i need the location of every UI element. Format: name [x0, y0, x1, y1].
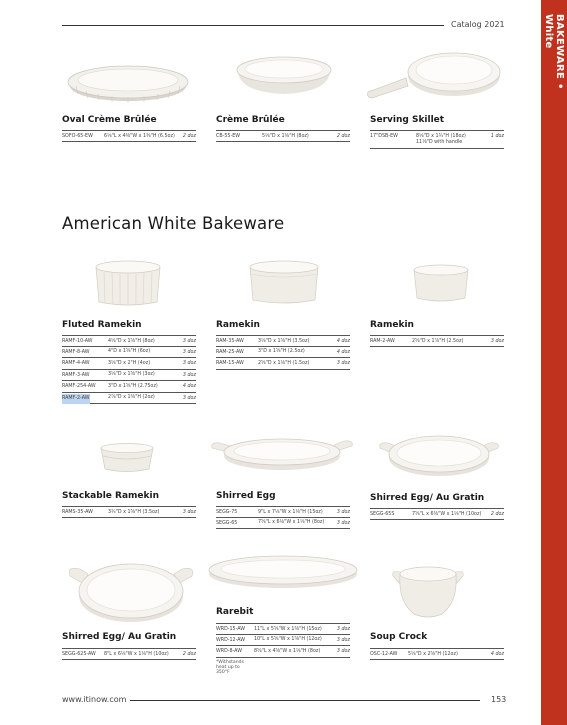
sku: WRD-12-AW — [216, 637, 245, 643]
table-row — [370, 335, 504, 347]
spec-table — [62, 648, 196, 660]
header-rule — [62, 25, 444, 26]
sku: SEGG-625-AW — [62, 652, 96, 657]
sku: RAM-2-AW — [370, 339, 395, 344]
product-name: Ramekin — [370, 320, 414, 330]
product-name: Ramekin — [216, 320, 260, 330]
spec-table — [370, 130, 504, 149]
table-row — [370, 130, 504, 149]
dimensions: 3"D x 1⅝"H (2.75oz) — [108, 383, 158, 389]
dimensions: 11"L x 5⅝"W x 1⅜"H (15oz) — [254, 626, 322, 632]
pack-qty: 3 doz — [336, 627, 350, 632]
fluted-ramekin-icon — [92, 258, 164, 308]
sku-selected: RAMF-2-AW — [62, 394, 90, 404]
table-row — [216, 623, 350, 635]
table-row — [370, 648, 504, 660]
spec-table — [216, 623, 350, 658]
side-tab-label: BAKEWARE • White — [543, 14, 565, 90]
sku: RAMS-35-AW — [62, 510, 93, 515]
pack-qty: 4 doz — [490, 652, 504, 657]
dimensions: 9"L x 7⅛"W x 1⅛"H (15oz) — [258, 509, 323, 515]
stackable-ramekin-icon — [98, 442, 156, 474]
sku: SEGG-65S — [370, 512, 395, 517]
dimensions: 3⅛"D x 2"H (4oz) — [108, 360, 151, 366]
sku: RAMF-10-AW — [62, 339, 93, 344]
dimensions: 3⅛"D x 1⅝"H (3oz) — [108, 372, 155, 377]
dimensions: 8⅝"L x 4⅝"W x 1⅛"H (8oz) — [254, 648, 321, 654]
spec-table — [216, 130, 350, 142]
pack-qty: 4 doz — [336, 339, 350, 344]
sku: SOFO-65-EW — [62, 134, 93, 139]
pack-qty: 2 doz — [182, 134, 196, 139]
sku: 17"DSB-EW — [370, 134, 398, 139]
round-au-gratin-dish-icon — [66, 556, 196, 626]
dimensions: 5⅛"D x 2⅝"H (12oz) — [408, 651, 458, 657]
sku: RAMF-8-AW — [62, 349, 90, 355]
product-name: Rarebit — [216, 607, 254, 617]
pack-qty: 3 doz — [490, 339, 504, 344]
sku: RAM-35-AW — [216, 339, 244, 344]
table-row — [370, 508, 504, 520]
dimensions: 6⅛"L x 4⅜"W x 1⅜"H (6.5oz) — [104, 133, 175, 139]
pack-qty: 3 doz — [336, 637, 350, 643]
dimensions: 4⅛"D x 1⅝"H (8oz) — [108, 338, 155, 344]
pack-qty: 2 doz — [182, 652, 196, 657]
smooth-ramekin-icon — [246, 258, 322, 306]
oval-au-gratin-dish-icon — [378, 430, 500, 480]
pack-qty: 4 doz — [182, 384, 196, 389]
dimensions: 2⅝"D x 1⅛"H (1.5oz) — [258, 360, 310, 366]
spec-table — [370, 648, 504, 660]
table-row — [62, 370, 196, 382]
dimensions: 10"L x 5⅝"W x 1⅝"H (12oz) — [254, 637, 322, 642]
pack-qty: 3 doz — [336, 649, 350, 654]
sku: RAM-25-AW — [216, 349, 244, 355]
pack-qty: 3 doz — [182, 395, 196, 401]
pack-qty: 3 doz — [336, 520, 350, 526]
oval-fluted-creme-brulee-dish-icon — [62, 58, 194, 104]
sku: RAMF-4-AW — [62, 361, 90, 366]
table-row — [62, 347, 196, 359]
footer-rule — [130, 700, 480, 701]
table-row — [216, 358, 350, 370]
pack-qty: 1 doz — [490, 134, 504, 139]
product-name: Fluted Ramekin — [62, 320, 142, 330]
spec-table — [62, 130, 196, 142]
heat-note: *Withstands heat up to 350°F — [216, 660, 244, 675]
pack-qty: 3 doz — [182, 510, 196, 515]
pack-qty: 4 doz — [336, 349, 350, 355]
spec-table — [62, 335, 196, 404]
table-row — [62, 381, 196, 393]
spec-table — [370, 335, 504, 347]
sku: SEGG-75 — [216, 510, 238, 515]
soup-crock-icon — [392, 562, 464, 622]
pack-qty: 3 doz — [336, 510, 350, 515]
spec-table — [216, 506, 350, 529]
table-row — [216, 646, 350, 658]
dimensions: 7⅝"L x 6⅛"W x 1⅛"H (8oz) — [258, 520, 325, 525]
dimensions: 3"D x 1⅝"H (2.5oz) — [258, 349, 305, 354]
product-name: Stackable Ramekin — [62, 491, 159, 501]
oval-rarebit-dish-icon — [206, 552, 360, 592]
sku: SEGG-65 — [216, 520, 238, 526]
pack-qty: 3 doz — [336, 361, 350, 366]
page-number: 153 — [491, 695, 507, 704]
spec-table — [370, 508, 504, 520]
dimensions: 4"D x 1⅝"H (6oz) — [108, 349, 151, 354]
dimensions — [416, 132, 466, 147]
pack-qty: 3 doz — [182, 361, 196, 366]
product-name: Shirred Egg/ Au Gratin — [62, 632, 177, 642]
pack-qty: 2 doz — [490, 512, 504, 517]
table-row — [62, 648, 196, 660]
product-name: Shirred Egg — [216, 491, 276, 501]
sku: OSC-12-AW — [370, 652, 398, 657]
table-row — [216, 635, 350, 647]
dimensions: 3⅛"D x 1⅝"H (3.5oz) — [258, 338, 310, 344]
oval-shirred-egg-dish-icon — [210, 434, 354, 474]
round-creme-brulee-dish-icon — [232, 52, 336, 98]
spec-table — [216, 335, 350, 370]
sku: WRD-15-AW — [216, 627, 245, 632]
dimensions: 7⅝"L x 6⅜"W x 1⅛"H (10oz) — [412, 511, 482, 517]
dimensions: 3¾"D x 1⅝"H (3.5oz) — [108, 509, 160, 515]
dimensions-line: 8⅛"D x 1¾"H (18oz) — [416, 133, 466, 139]
table-row — [62, 335, 196, 347]
spec-table — [62, 506, 196, 518]
dimensions: 5⅛"D x 1⅛"H (8oz) — [262, 133, 309, 139]
sku: CB-55-EW — [216, 134, 240, 139]
table-row — [62, 130, 196, 142]
table-row — [216, 506, 350, 518]
product-name: Shirred Egg/ Au Gratin — [370, 493, 485, 503]
pack-qty: 3 doz — [182, 339, 196, 344]
table-row — [62, 393, 196, 405]
sku: WRD-8-AW — [216, 649, 242, 654]
catalog-label: Catalog 2021 — [451, 20, 505, 29]
small-ramekin-icon — [410, 262, 472, 304]
table-row — [216, 335, 350, 347]
serving-skillet-with-handle-icon — [362, 48, 504, 102]
section-title: American White Bakeware — [62, 214, 285, 233]
footer-url: www.itinow.com — [62, 695, 127, 704]
product-name: Soup Crock — [370, 632, 428, 642]
pack-qty: 2 doz — [336, 134, 350, 139]
pack-qty: 3 doz — [182, 349, 196, 355]
dimensions: 2⅝"D x 1⅞"H (2.5oz) — [412, 338, 464, 344]
table-row — [216, 347, 350, 359]
product-name: Serving Skillet — [370, 115, 445, 125]
table-row — [62, 506, 196, 518]
table-row — [62, 358, 196, 370]
sku: RAMF-3-AW — [62, 372, 90, 378]
table-row — [216, 130, 350, 142]
sku: RAMF-254-AW — [62, 384, 96, 389]
dimensions-line: 11⅛"D with handle — [416, 140, 463, 145]
sku: RAM-15-AW — [216, 361, 244, 366]
table-row — [216, 518, 350, 530]
dimensions: 2⅞"D x 1⅜"H (2oz) — [108, 395, 155, 400]
product-name: Crème Brûlée — [216, 115, 285, 125]
product-name: Oval Crème Brûlée — [62, 115, 157, 125]
dimensions: 8"L x 6⅛"W x 1⅛"H (10oz) — [104, 651, 169, 657]
pack-qty: 3 doz — [182, 372, 196, 378]
